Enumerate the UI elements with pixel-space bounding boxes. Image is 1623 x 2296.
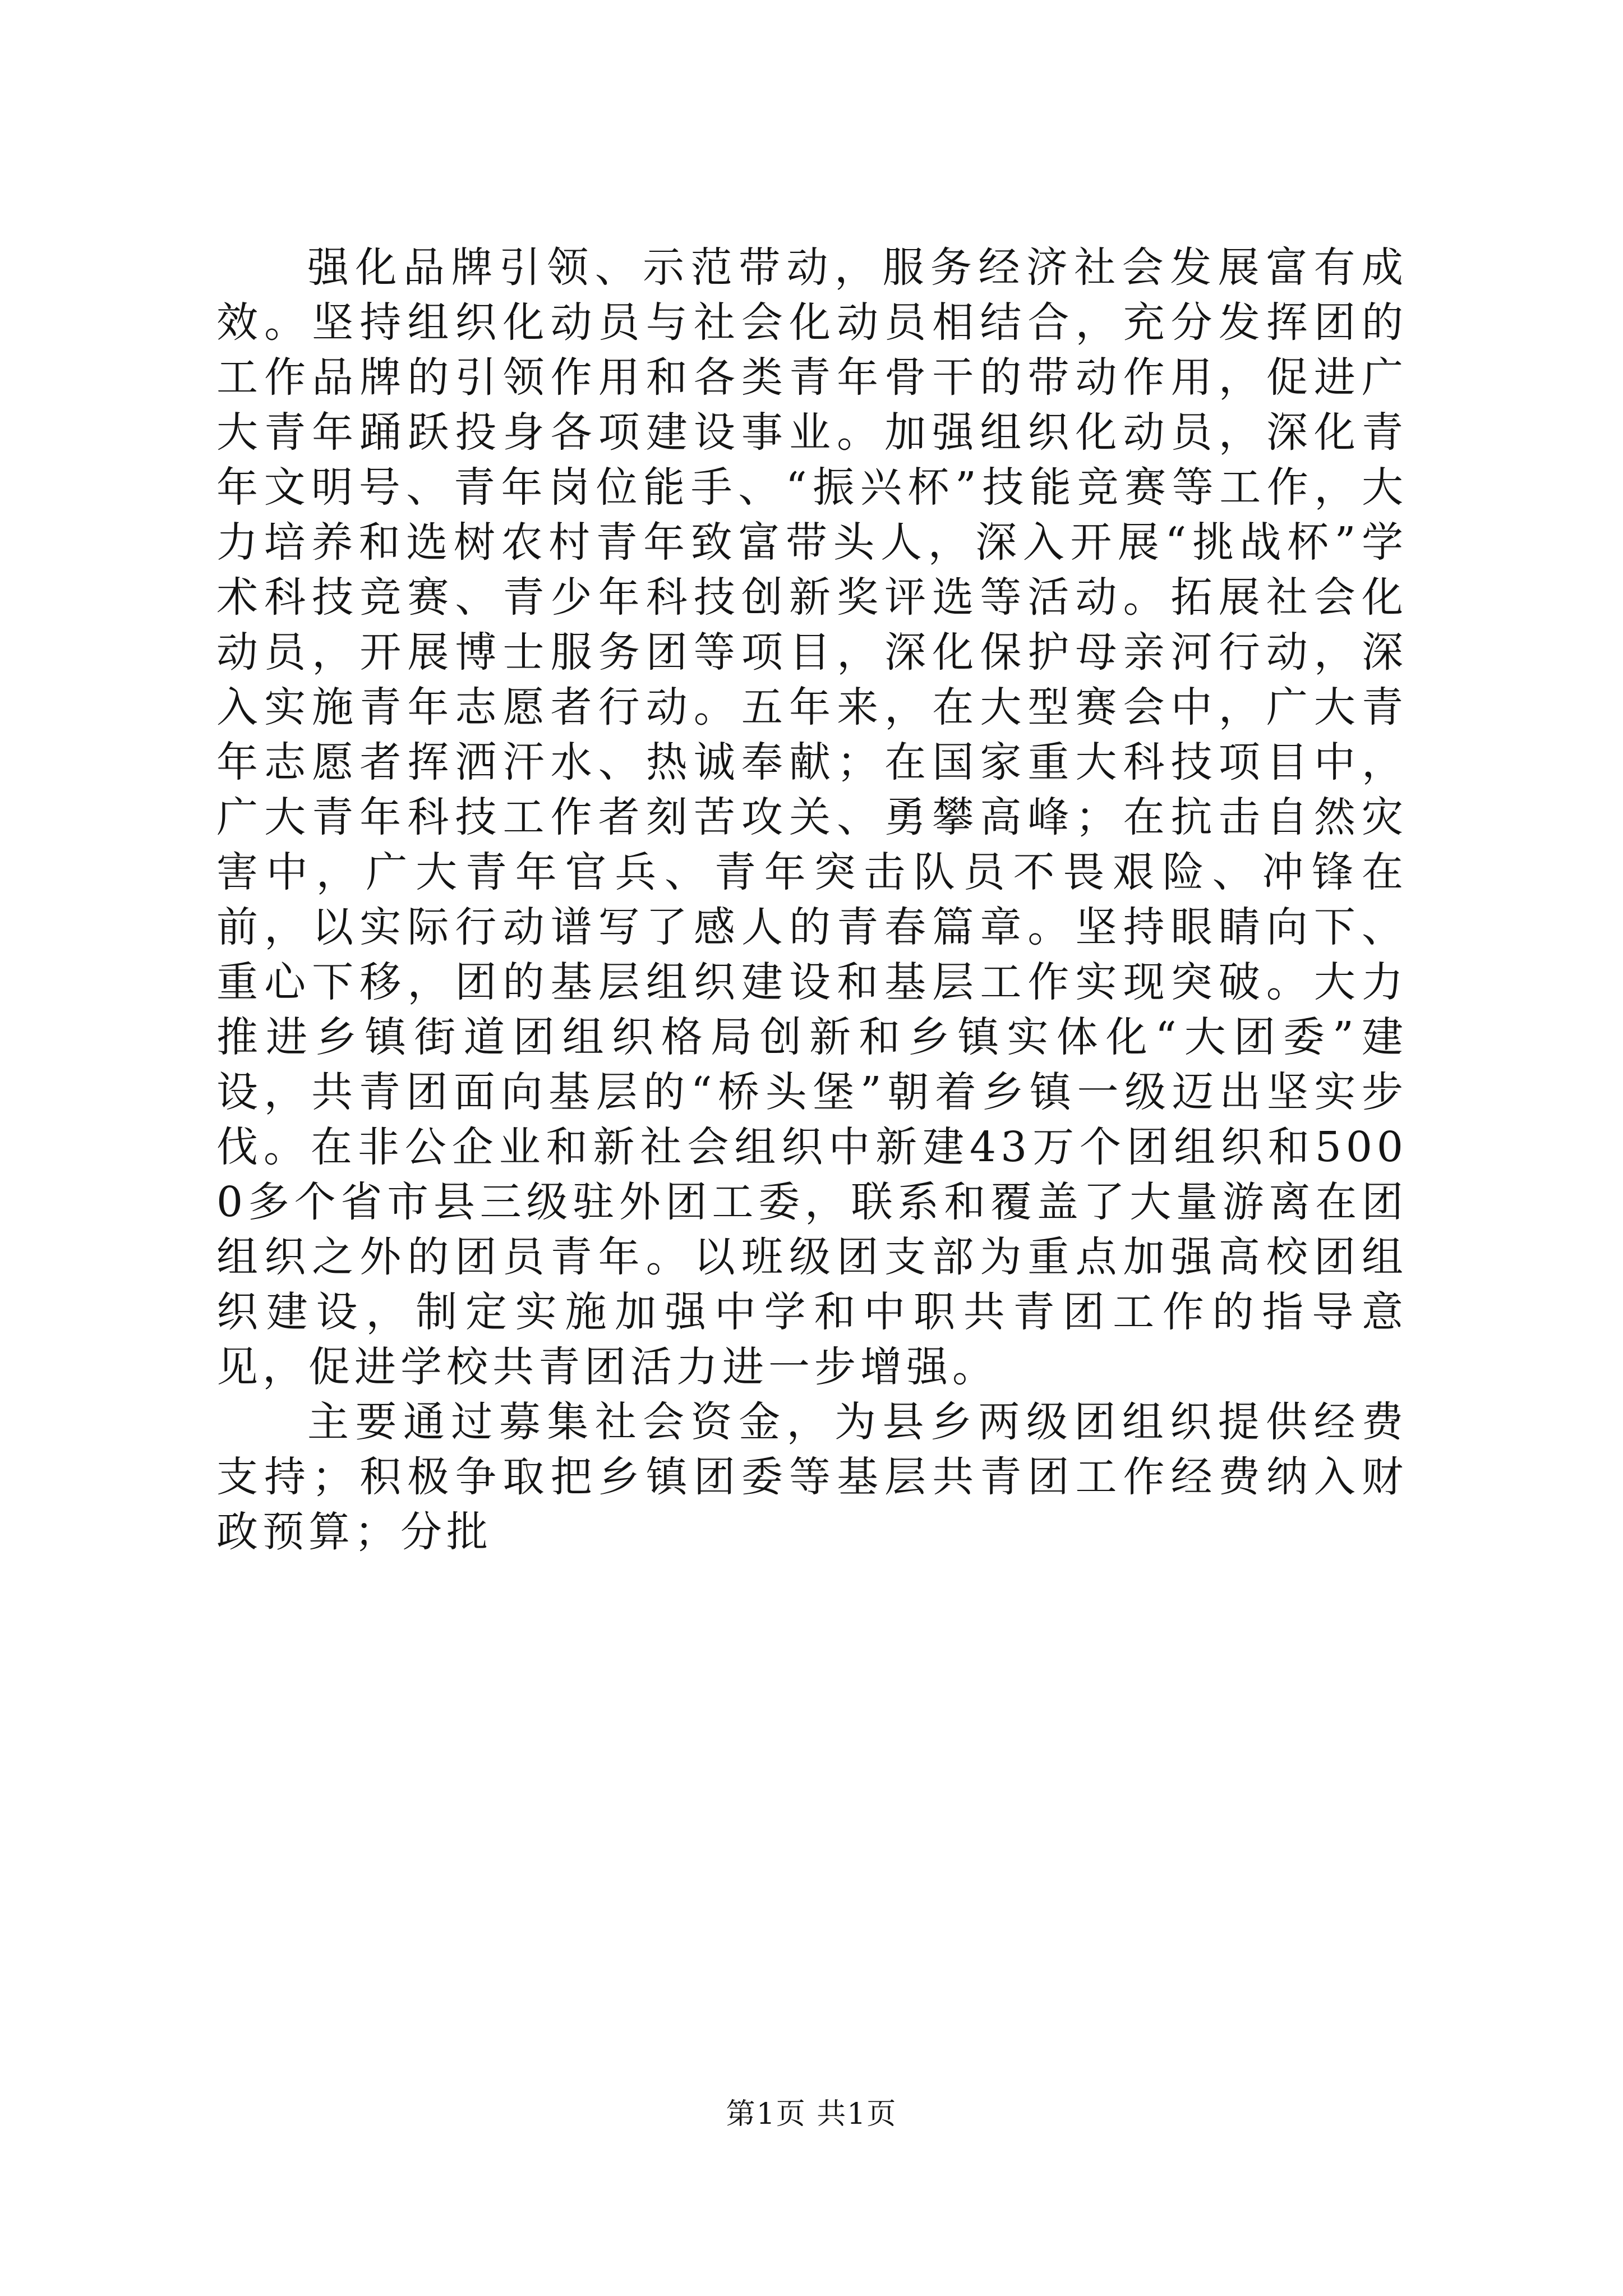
body-paragraph: 主要通过募集社会资金，为县乡两级团组织提供经费支持；积极争取把乡镇团委等基层共青团工作经费纳入财政预算；分批 <box>216 1398 1408 1556</box>
body-paragraph: 强化品牌引领、示范带动，服务经济社会发展富有成效。坚持组织化动员与社会化动员相结合，充分发挥团的工作品牌的引领作用和各类青年骨干的带动作用，促进广大青年踊跃投身各项建设事业。加强组织化动员，深化青年文明号、青年岗位能手、“振兴杯”技能竞赛等工作，大力培养和选树农村青年致富带头人，深入开展“挑战杯”学术科技竞赛、青少年科技创新奖评选等活动。拓展社会化动员，开展博士服务团等项目，深化保护母亲河行动，深入实施青年志愿者行动。五年来，在大型赛会中，广大青年志愿者挥洒汗水、热诚奉献；在国家重大科技项目中，广大青年科技工作者刻苦攻关、勇攀高峰；在抗击自然灾害中，广大青年官兵、青年突击队员不畏艰险、冲锋在前，以实际行动谱写了感人的青春篇章。坚持眼睛向下、重心下移，团的基层组织建设和基层工作实现突破。大力推进乡镇街道团组织格局创新和乡镇实体化“大团委”建设，共青团面向基层的“桥头堡”朝着乡镇一级迈出坚实步伐。在非公企业和新社会组织中新建43万个团组织和5000多个省市县三级驻外团工委，联系和覆盖了大量游离在团组织之外的团员青年。以班级团支部为重点加强高校团组织建设，制定实施加强中学和中职共青团工作的指导意见，促进学校共青团活力进一步增强。 <box>216 243 1408 1391</box>
page-number-footer: 第1页 共1页 <box>726 2097 897 2131</box>
document-body <box>216 240 1408 1559</box>
